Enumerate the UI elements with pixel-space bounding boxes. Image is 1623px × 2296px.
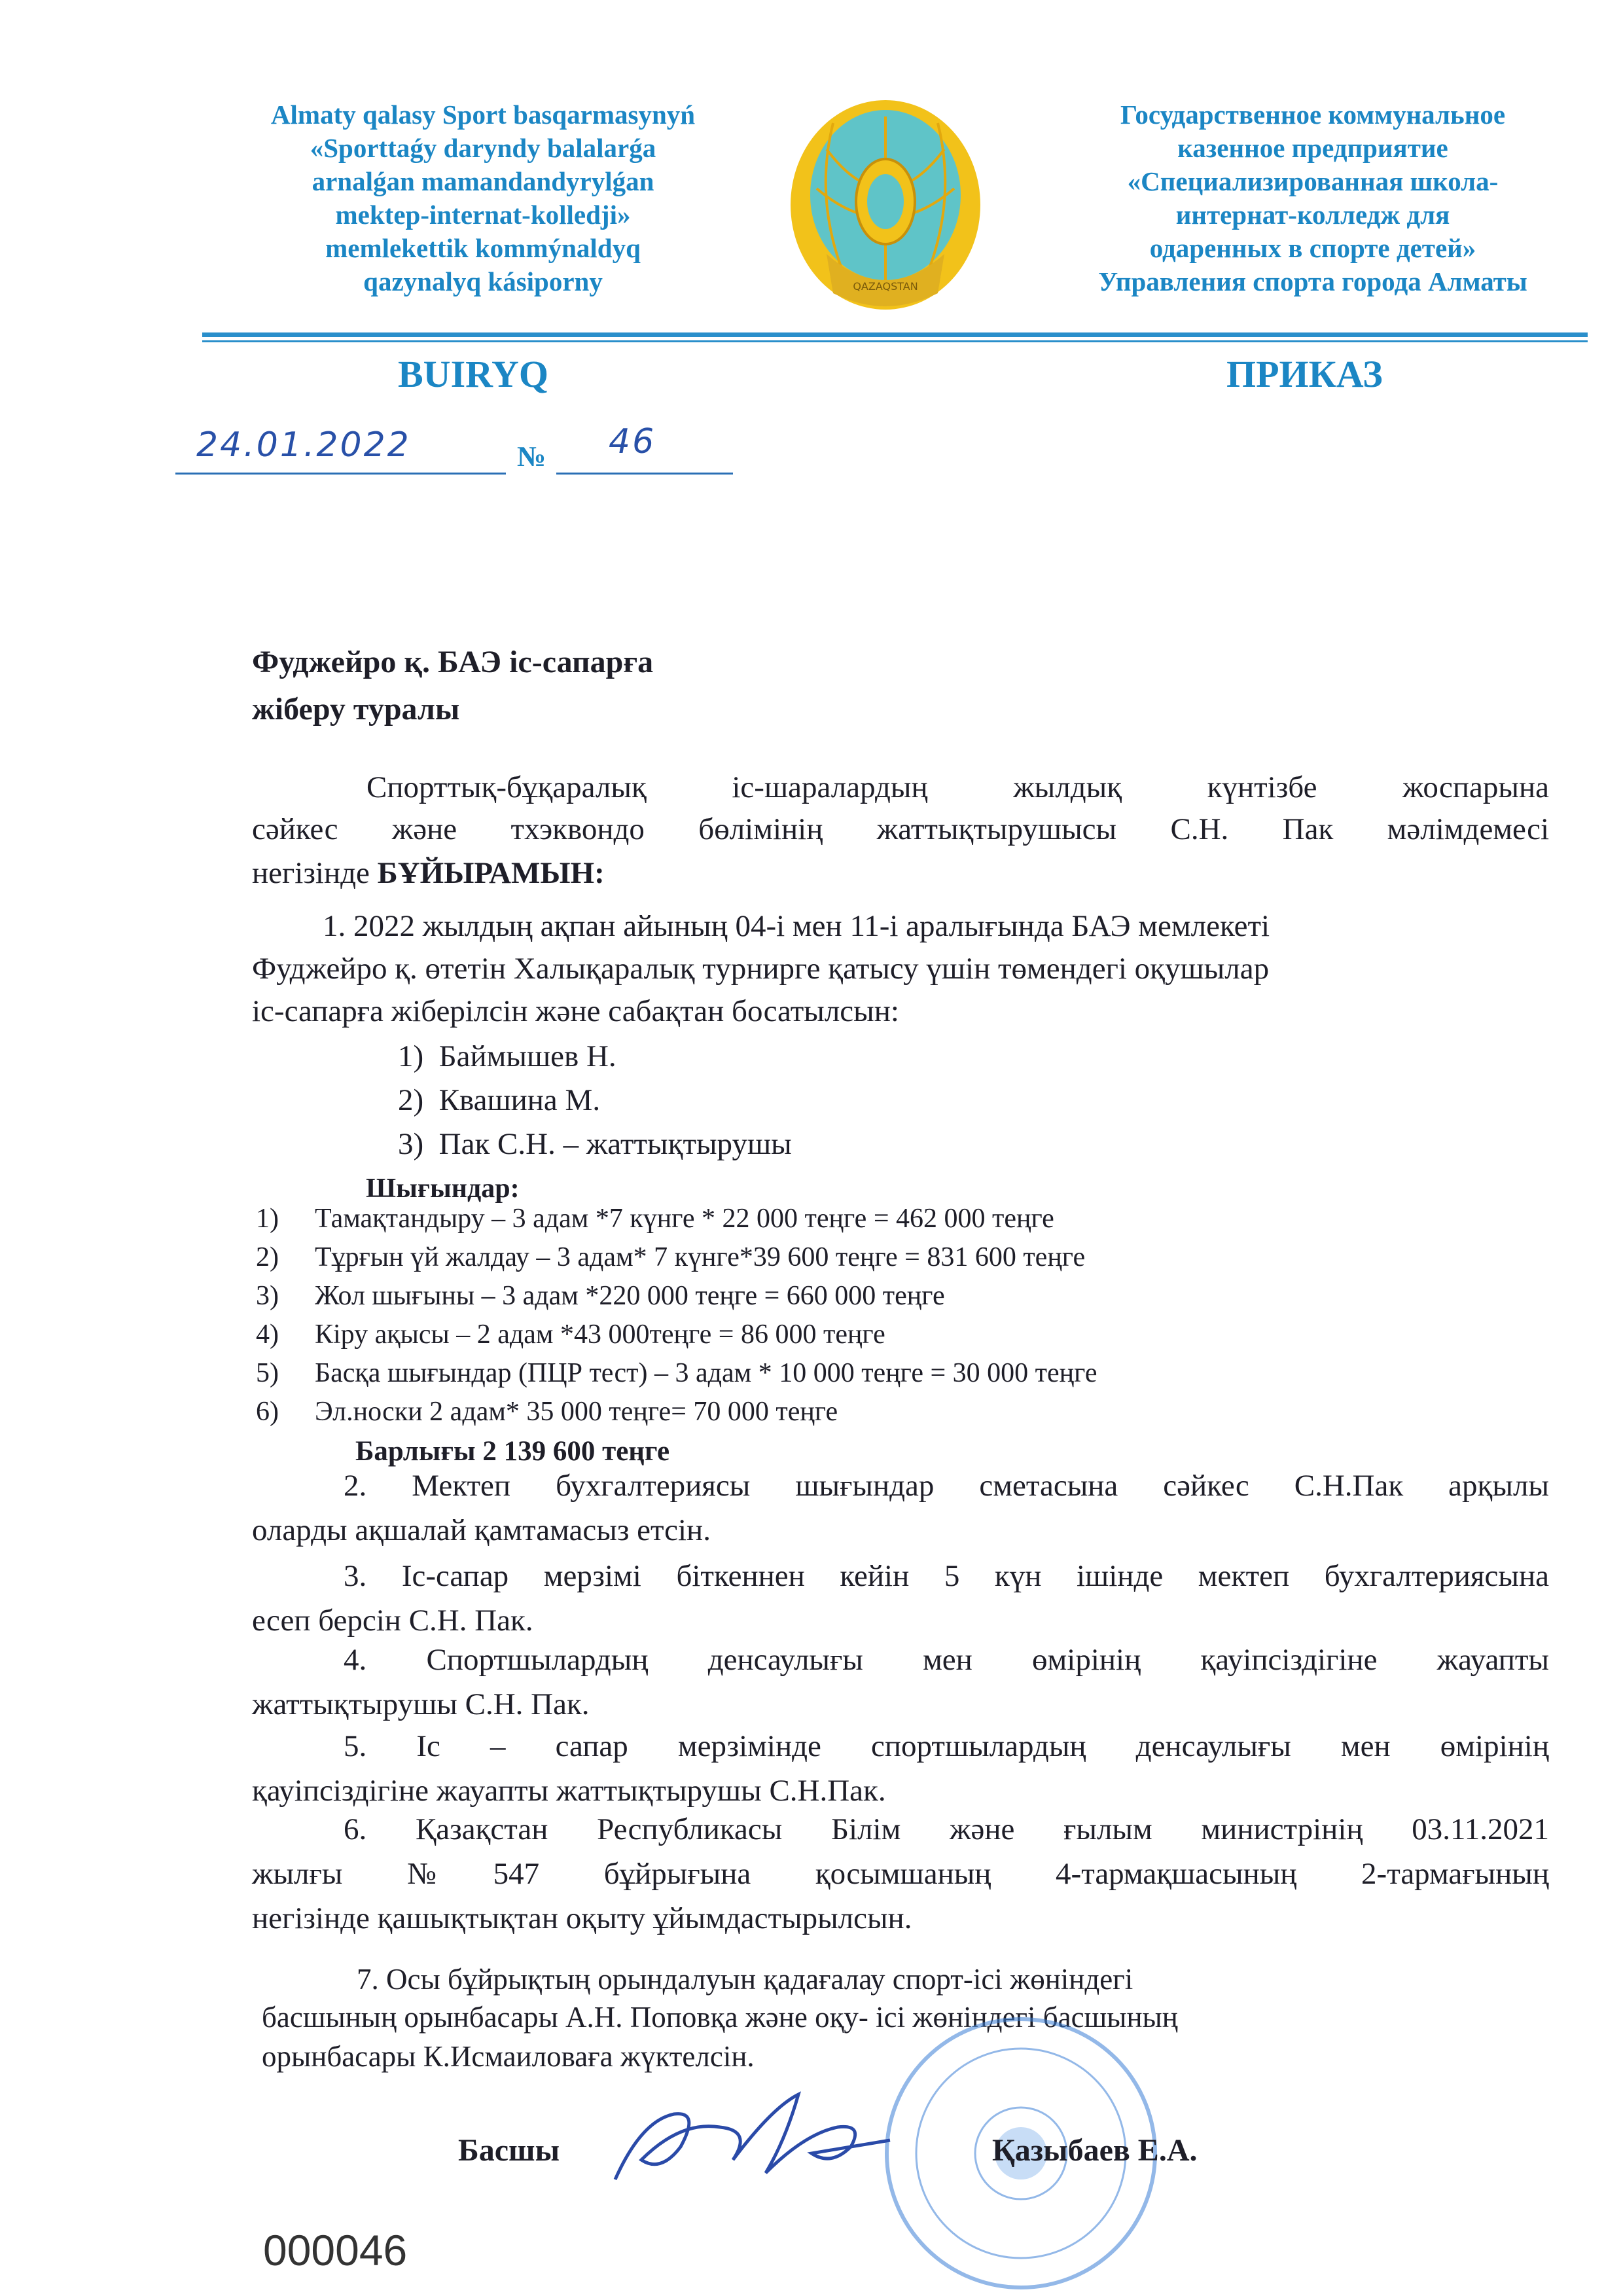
expense-item: Тамақтандыру – 3 адам *7 күнге * 22 000 теңге = 462 000 теңге [315, 1204, 1054, 1234]
doc-type-russian: ПРИКАЗ [1226, 353, 1383, 395]
expense-number: 4) [256, 1319, 279, 1350]
order-item-line: оларды ақшалай қамтамасыз етсін. [252, 1513, 711, 1547]
header-divider-thin [202, 340, 1588, 342]
item1-line: іс-сапарға жіберілсін және сабақтан босатылсын: [252, 994, 899, 1028]
participant-name: Пак С.Н. – жаттықтырушы [438, 1127, 792, 1161]
header-right-line: интернат-колледж для [1175, 200, 1450, 230]
participant-num: 1) [398, 1039, 424, 1073]
expenses-title: Шығындар: [366, 1174, 520, 1204]
expenses-total: Барлығы 2 139 600 теңге [355, 1436, 670, 1467]
doc-type-kazakh: BUIRYQ [398, 353, 548, 395]
expense-item: Кіру ақысы – 2 адам *43 000теңге = 86 000 теңге [315, 1319, 885, 1350]
expense-item: Басқа шығындар (ПЦР тест) – 3 адам * 10 000 теңге = 30 000 теңге [315, 1358, 1097, 1388]
order-date: 24.01.2022 [196, 425, 411, 465]
participant-num: 2) [398, 1083, 424, 1117]
header-right-line: Управления спорта города Алматы [1098, 266, 1527, 296]
header-left-line: qazynalyq kásiporny [363, 266, 603, 296]
serial-number: 000046 [263, 2226, 408, 2274]
header-divider [202, 332, 1588, 337]
header-left-line: Almaty qalasy Sport basqarmasynyń [270, 99, 696, 130]
item1-line: 1. 2022 жылдың ақпан айының 04-і мен 11-і аралығында БАЭ мемлекеті [323, 909, 1270, 943]
item7-line: басшының орынбасары А.Н. Поповқа және оқу- ісі жөніндегі басшының [262, 2001, 1178, 2034]
order-item-line: негізінде қашықтықтан оқыту ұйымдастырылсын. [252, 1901, 912, 1935]
expense-number: 6) [256, 1397, 279, 1427]
order-item-line: жаттықтырушы С.Н. Пак. [252, 1687, 590, 1721]
expense-number: 1) [256, 1204, 279, 1234]
state-emblem-icon [787, 97, 984, 313]
participant-item [398, 1081, 1623, 1120]
item7-line: 7. Осы бұйрықтың орындалуын қадағалау спорт-ісі жөніндегі [357, 1963, 1133, 1996]
order-item-line: жылғы №547 бұйрығына қосымшаның 4-тармақшасының 2-тармағының [252, 1857, 1549, 1891]
order-item-line: 2. Мектеп бухгалтериясы шығындар сметасына сәйкес С.Н.Пак арқылы [344, 1469, 1549, 1503]
number-underline [556, 473, 733, 475]
header-left-line: mektep-internat-kolledji» [335, 200, 631, 230]
emblem-text: QAZAQSTAN [853, 280, 918, 293]
expense-item: Эл.носки 2 адам* 35 000 теңге= 70 000 теңге [315, 1397, 838, 1427]
header-left-kazakh [234, 98, 732, 298]
preamble-line: Спорттық-бұқаралық іс-шаралардың жылдық күнтізбе жоспарына [366, 770, 1549, 804]
header-right-line: казенное предприятие [1177, 133, 1448, 163]
signatory-role: Басшы [458, 2133, 560, 2168]
order-item-line: 6. Қазақстан Республикасы Білім және ғылым министрінің 03.11.2021 [344, 1812, 1549, 1846]
expense-item: Жол шығыны – 3 адам *220 000 теңге = 660 000 теңге [315, 1281, 945, 1311]
expense-number: 3) [256, 1281, 279, 1311]
header-left-line: memlekettik kommýnaldyq [325, 233, 641, 263]
order-item-line: 4. Спортшылардың денсаулығы мен өмірінің қауіпсіздігіне жауапты [344, 1643, 1549, 1677]
header-right-line: Государственное коммунальное [1120, 99, 1506, 130]
preamble-line: сәйкес және тхэквондо бөлімінің жаттықтырушысы С.Н. Пак мәлімдемесі [252, 812, 1549, 846]
number-sign: № [517, 440, 546, 473]
subject-line: жіберу туралы [252, 692, 460, 726]
participant-name: Квашина М. [438, 1083, 601, 1117]
order-item-line: есеп берсін С.Н. Пак. [252, 1604, 533, 1638]
participant-num: 3) [398, 1127, 424, 1161]
participant-item [398, 1124, 1623, 1164]
signatory-name: Қазыбаев Е.А. [992, 2133, 1198, 2168]
expense-item: Тұрғын үй жалдау – 3 адам* 7 күнге*39 600 теңге = 831 600 теңге [315, 1242, 1086, 1272]
order-word: БҰЙЫРАМЫН: [377, 856, 605, 890]
preamble-text: негізінде [252, 856, 378, 890]
date-underline [175, 473, 506, 475]
order-item-line: 3. Іс-сапар мерзімі біткеннен кейін 5 күн ішінде мектеп бухгалтериясына [344, 1559, 1549, 1593]
header-right-line: одаренных в спорте детей» [1149, 233, 1476, 263]
expense-number: 2) [256, 1242, 279, 1272]
handwritten-signature-icon [602, 2081, 897, 2199]
item1-line: Фуджейро қ. өтетін Халықаралық турнирге қатысу үшін төмендегі оқушылар [252, 952, 1270, 986]
item7-line: орынбасары К.Исмаиловаға жүктелсін. [262, 2040, 755, 2073]
participant-item [398, 1037, 1623, 1076]
header-right-line: «Специализированная школа- [1127, 166, 1499, 196]
participant-name: Баймышев Н. [438, 1039, 616, 1073]
preamble-last [252, 853, 1549, 893]
header-left-line: arnalǵan mamandandyrylǵan [312, 166, 654, 196]
header-right-russian [1064, 98, 1561, 298]
subject-line: Фуджейро қ. БАЭ іс-сапарға [252, 645, 654, 679]
order-item-line: қауіпсіздігіне жауапты жаттықтырушы С.Н.Пак. [252, 1774, 886, 1808]
order-number: 46 [609, 422, 656, 461]
order-item-line: 5. Іс – сапар мерзімінде спортшылардың денсаулығы мен өмірінің [344, 1729, 1549, 1763]
expense-number: 5) [256, 1358, 279, 1388]
header-left-line: «Sporttaǵy daryndy balalarǵa [310, 133, 656, 163]
